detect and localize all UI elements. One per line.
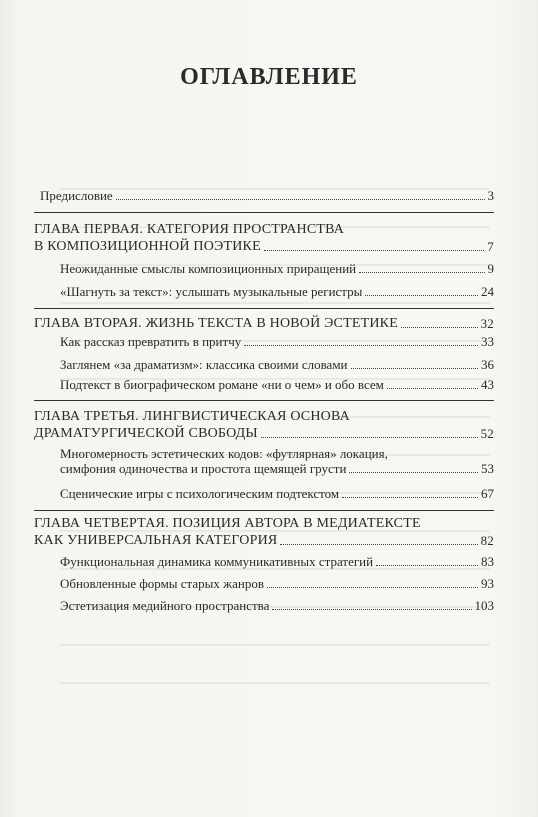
toc-section-label: Эстетизация медийного пространства [60,598,270,613]
dot-leader [376,565,478,566]
page-title: ОГЛАВЛЕНИЕ [180,64,358,90]
toc-section [60,357,494,372]
dot-leader [267,587,478,588]
dot-leader [401,327,478,328]
chapter-title-line2: ДРАМАТУРГИЧЕСКОЙ СВОБОДЫ [34,426,258,441]
toc-section-label: Неожиданные смыслы композиционных приращений [60,261,357,276]
toc-page-number: 9 [487,261,494,276]
toc-section-label: Подтекст в биографическом романе «ни о чем» и обо всем [60,377,384,392]
chapter-title-line1: ГЛАВА ПЕРВАЯ. КАТЕГОРИЯ ПРОСТРАНСТВА [34,222,345,237]
toc-page-number: 7 [487,239,494,254]
toc-section [60,284,494,299]
chapter-title-line2: КАК УНИВЕРСАЛЬНАЯ КАТЕГОРИЯ [34,533,278,548]
toc-chapter-4 [34,515,494,549]
dot-leader [359,272,484,273]
toc-section-label-line1: Многомерность эстетических кодов: «футлярная» локация, [60,446,388,461]
toc-section-label: Функциональная динамика коммуникативных стратегий [60,554,374,569]
toc-chapter-1 [34,221,494,255]
dot-leader [116,199,485,200]
chapter-divider [34,400,494,401]
dot-leader [261,437,478,438]
toc-section-label: Как рассказ превратить в притчу [60,334,242,349]
toc-section [60,554,494,569]
toc-section [60,598,494,613]
chapter-title-line2: В КОМПОЗИЦИОННОЙ ПОЭТИКЕ [34,239,261,254]
toc-page-number: 53 [481,461,494,476]
chapter-title-line1: ГЛАВА ЧЕТВЕРТАЯ. ПОЗИЦИЯ АВТОРА В МЕДИАТЕКСТЕ [34,516,421,531]
dot-leader [349,472,478,473]
toc-page-number: 24 [481,284,494,299]
chapter-divider [34,510,494,511]
chapter-divider [34,212,494,213]
dot-leader [342,497,478,498]
toc-page-number: 32 [480,316,494,331]
toc-section [60,486,494,501]
dot-leader [264,250,484,251]
dot-leader [272,609,471,610]
toc-section [60,377,494,392]
toc-page-number: 67 [481,486,494,501]
toc-page-number: 103 [474,598,494,613]
toc-section-label: Заглянем «за драматизм»: классика своими словами [60,357,348,372]
toc-page-number: 52 [480,426,494,441]
dot-leader [280,544,477,545]
toc-section [60,576,494,591]
dot-leader [244,345,478,346]
toc-section-label: «Шагнуть за текст»: услышать музыкальные регистры [60,284,363,299]
toc-page-number: 33 [481,334,494,349]
toc-page-number: 36 [481,357,494,372]
toc-chapter-3 [34,408,494,442]
toc-section-label: Сценические игры с психологическим подтекстом [60,486,340,501]
toc-entry-label: Предисловие [40,188,113,203]
chapter-divider [34,308,494,309]
toc-page-number: 83 [481,554,494,569]
toc-page-number: 93 [481,576,494,591]
toc-section [60,261,494,276]
toc-page-number: 3 [487,188,494,203]
dot-leader [387,388,478,389]
toc-entry-preface [40,188,494,203]
chapter-title: ГЛАВА ВТОРАЯ. ЖИЗНЬ ТЕКСТА В НОВОЙ ЭСТЕТИКЕ [34,316,398,331]
toc-section-label: симфония одиночества и простота щемящей грусти [60,461,347,476]
toc-page-number: 43 [481,377,494,392]
toc-section [60,446,494,476]
dot-leader [365,295,478,296]
chapter-title-line1: ГЛАВА ТРЕТЬЯ. ЛИНГВИСТИЧЕСКАЯ ОСНОВА [34,409,350,424]
toc-section [60,334,494,349]
toc-page-number: 82 [480,533,494,548]
toc-chapter-2 [34,315,494,332]
toc-section-label: Обновленные формы старых жанров [60,576,265,591]
dot-leader [351,368,478,369]
